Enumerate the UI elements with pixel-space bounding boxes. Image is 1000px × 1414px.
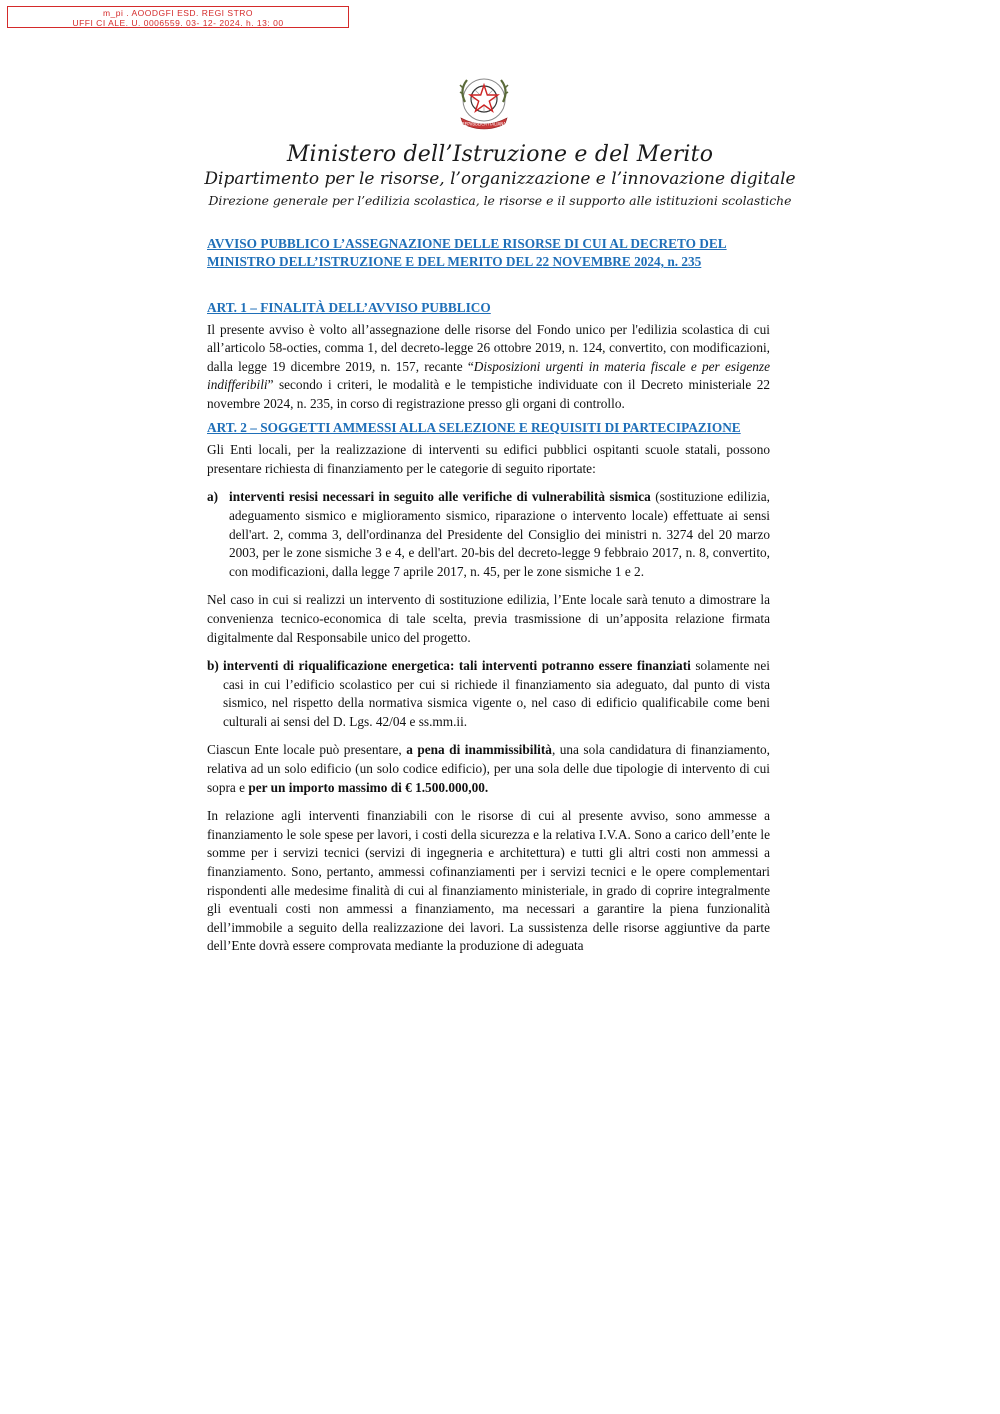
list-text-b bbox=[223, 657, 770, 731]
list-text-a bbox=[229, 488, 770, 581]
item-b-text: solamente nei casi in cui l’edificio scolastico per cui si richiede il finanziamento sia adeguato, dal punto di vista sismico, nel rispetto della normativa sismica vigente o, nel caso di edificio qualificabile come beni culturali ai sensi del D. Lgs. 42/04 e ss.mm.ii. bbox=[223, 658, 770, 729]
art1-paragraph bbox=[207, 321, 770, 414]
art2-intro: Gli Enti locali, per la realizzazione di interventi su edifici pubblici ospitanti scuole statali, possono presentare richiesta di finanziamento per le categorie di seguito riportate: bbox=[207, 442, 770, 476]
limit-text-b: , una sola candidatura di finanziamento, relativa ad un solo edificio (un solo codice edificio), per una sola delle due tipologie di intervento di cui sopra e bbox=[207, 742, 771, 795]
item-a-text: (sostituzione edilizia, adeguamento sismico e miglioramento sismico, riparazione o intervento locale) effettuate ai sensi dell'art. 2, comma 3, dell'ordinanza del Presidente del Consiglio dei ministri n. 3274 del 20 marzo 2003, per le zone sismiche 3 e 4, e dell'art. 20-bis del decreto-legge 9 febbraio 2017, n. 8, convertito, con modificazioni, dalla legge 7 aprile 2017, n. 45, per le zone sismiche 1 e 2. bbox=[229, 489, 770, 579]
svg-text:REPVBBLICA ITALIANA: REPVBBLICA ITALIANA bbox=[461, 121, 507, 127]
art1-text-a: Il presente avviso è volto all’assegnazione delle risorse del Fondo unico per l'edilizia scolastica di cui all’articolo 58-octies, comma 1, del decreto-legge 26 ottobre 2019, n. 124, convertito, con modificazioni, dalla legge 19 dicembre 2019, n. 157, recante “ bbox=[207, 321, 770, 374]
document-body bbox=[207, 235, 770, 956]
art1-text-italic: Disposizioni urgenti in materia fiscale e per esigenze indifferibili bbox=[207, 358, 771, 393]
protocol-stamp bbox=[7, 6, 349, 28]
substitution-paragraph: Nel caso in cui si realizzi un intervento di sostituzione edilizia, l’Ente locale sarà tenuto a dimostrare la convenienza tecnico-economica di tale scelta, previa trasmissione di un’apposita relazione firmata digitalmente dal Responsabile unico del progetto. bbox=[207, 592, 770, 645]
item-a-bold: interventi resisi necessari in seguito alle verifiche di vulnerabilità sismica bbox=[229, 489, 651, 505]
stamp-line-2: UFFI CI ALE. U. 0006559. 03- 12- 2024. h. 13: 00 bbox=[72, 18, 284, 28]
limit-bold-1: a pena di inammissibilità bbox=[406, 742, 552, 758]
stamp-line-1: m_pi . AOODGFI ESD. REGI STRO bbox=[102, 8, 254, 18]
list-item-a bbox=[207, 488, 770, 581]
costs-paragraph: In relazione agli interventi finanziabili con le risorse di cui al presente avviso, sono ammesse a finanziamento le sole spese per lavori, i costi della sicurezza e la relativa I.V.A. Sono a carico dell’ente le somme per i servizi tecnici (servizi di ingegneria e architettura) e tutti gli altri costi non ammessi a finanziamento. Sono, pertanto, ammessi cofinanziamenti per i servizi tecnici e le opere complementari rispondenti alle medesime finalità di cui al finanziamento ministeriale, in grado di coprire integralmente gli eventuali costi non ammessi a finanziamento, ma necessari a garantire la piena funzionalità dell’immobile a seguito della realizzazione dei lavori. La sussistenza delle risorse aggiuntive da parte dell’Ente dovrà essere comprovata mediante la produzione di adeguata bbox=[207, 808, 770, 954]
art1-heading: ART. 1 – FINALITÀ DELL’AVVISO PUBBLICO bbox=[207, 300, 491, 315]
list-mark-a: a) bbox=[207, 489, 219, 505]
direction-name: Direzione generale per l’edilizia scolastica, le risorse e il supporto alle istituzioni scolastiche bbox=[208, 193, 792, 208]
limit-bold-2: per un importo massimo di € 1.500.000,00. bbox=[248, 779, 489, 795]
limit-text-a: Ciascun Ente locale può presentare, bbox=[207, 742, 407, 758]
ministry-name: Ministero dell’Istruzione e del Merito bbox=[286, 142, 714, 167]
emblem-icon bbox=[455, 72, 513, 132]
list-mark-b: b) bbox=[207, 658, 219, 674]
art2-heading: ART. 2 – SOGGETTI AMMESSI ALLA SELEZIONE E REQUISITI DI PARTECIPAZIONE bbox=[207, 419, 741, 435]
art1-text-b: ” secondo i criteri, le modalità e le tempistiche individuate con il Decreto ministeriale 22 novembre 2024, n. 235, in corso di registrazione presso gli organi di controllo. bbox=[207, 377, 770, 411]
item-b-bold: interventi di riqualificazione energetica: tali interventi potranno essere finanziati bbox=[223, 658, 691, 674]
department-name: Dipartimento per le risorse, l’organizzazione e l’innovazione digitale bbox=[204, 169, 796, 189]
limit-paragraph bbox=[207, 741, 770, 797]
notice-title: AVVISO PUBBLICO L’ASSEGNAZIONE DELLE RISORSE DI CUI AL DECRETO DEL MINISTRO DELL’ISTRUZIONE E DEL MERITO DEL 22 NOVEMBRE 2024, n. 235 bbox=[207, 236, 727, 269]
list-item-b bbox=[207, 657, 770, 731]
